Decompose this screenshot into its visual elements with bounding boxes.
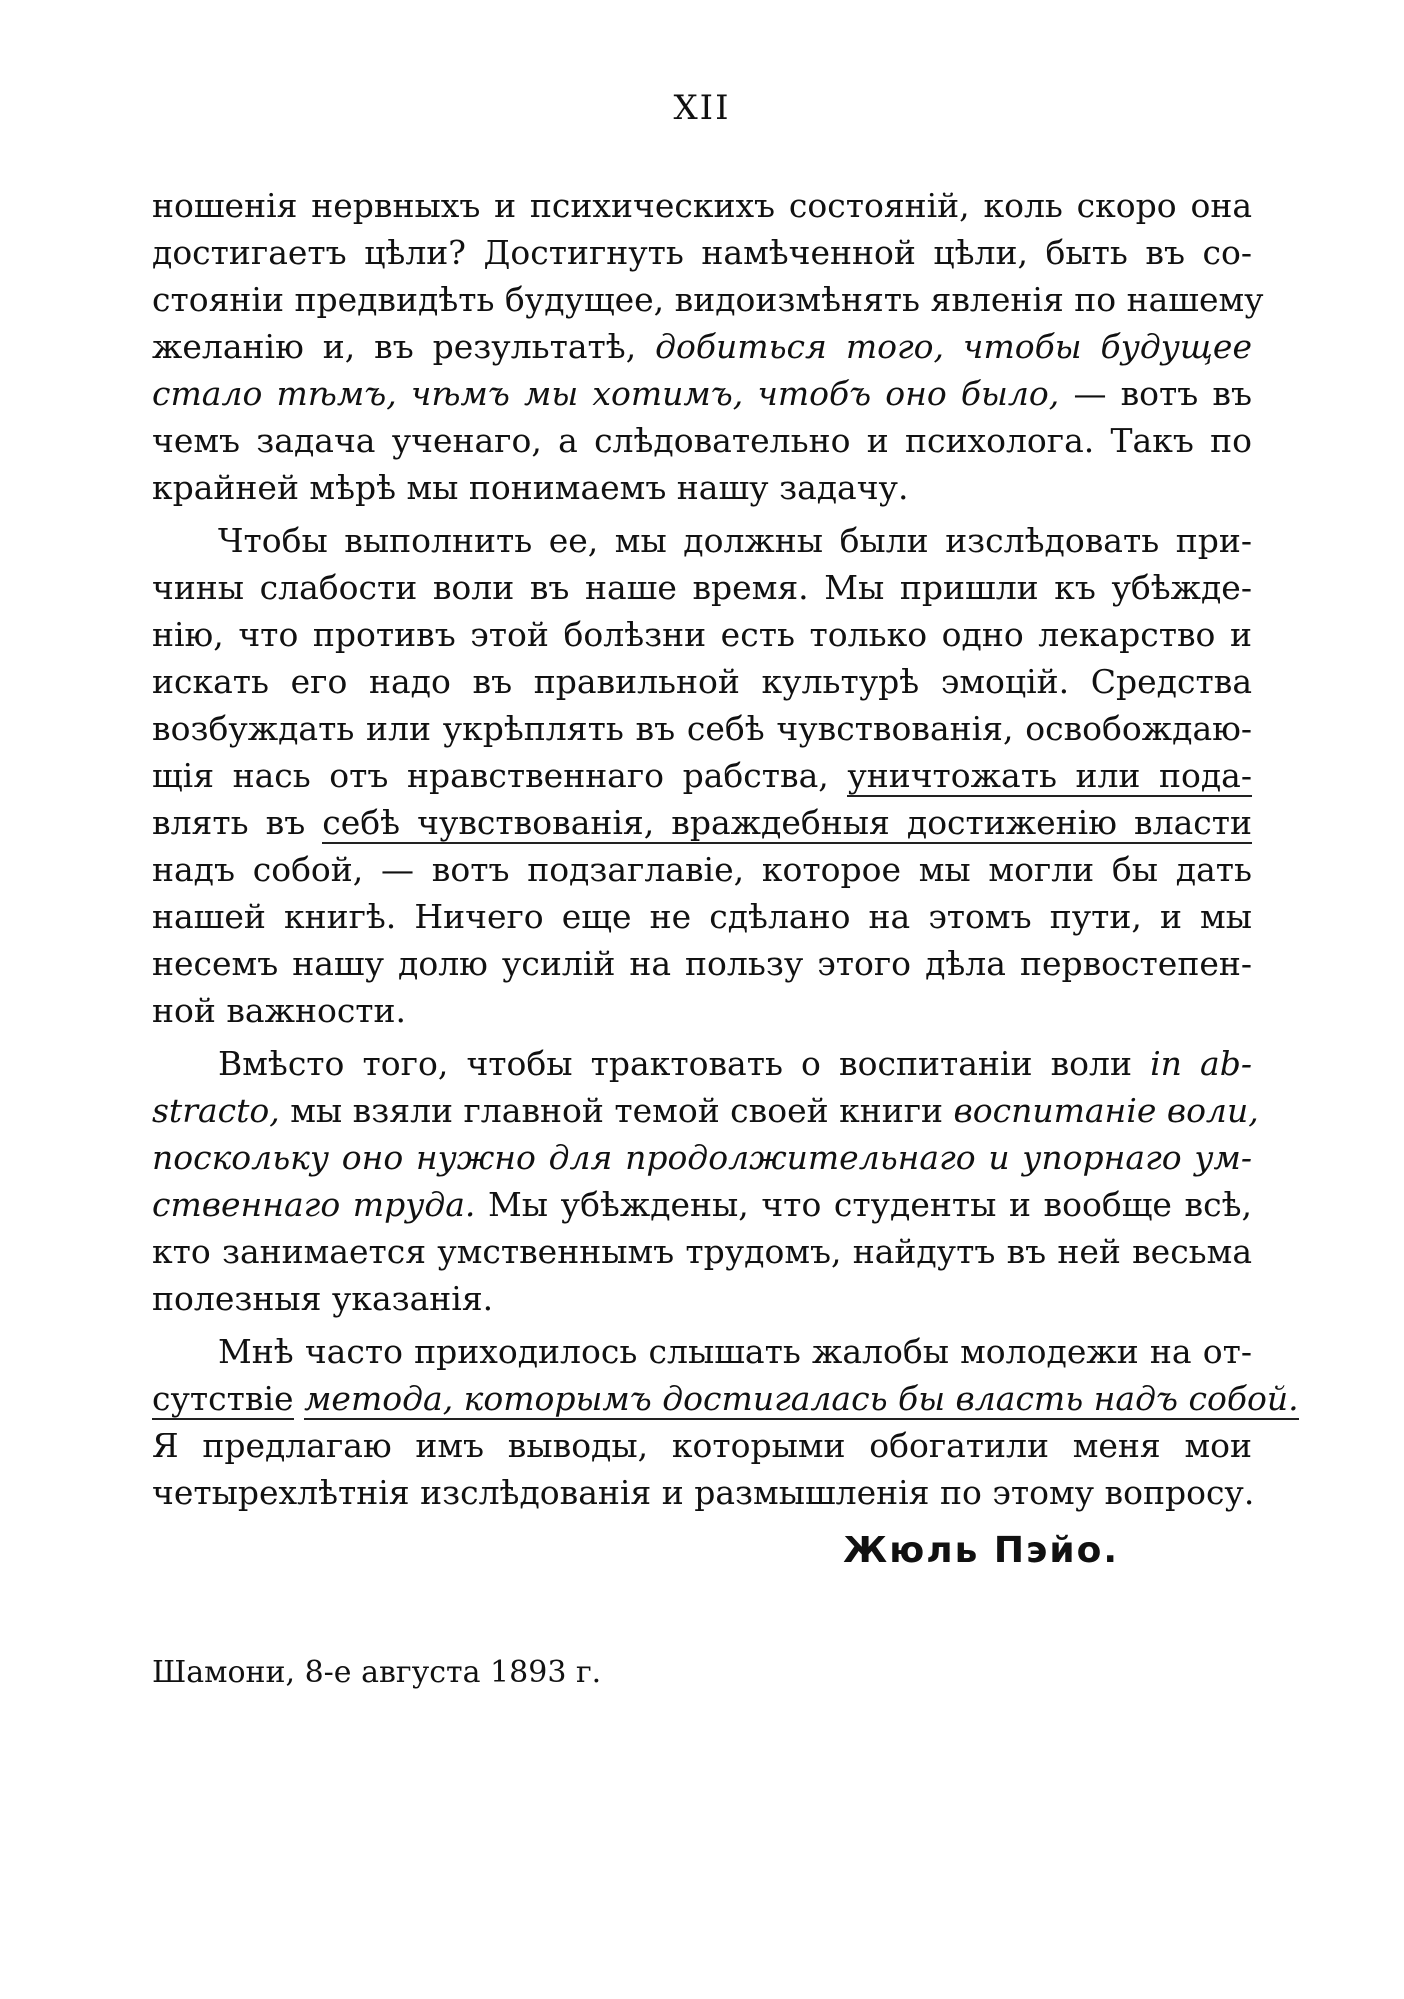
text-line: ношенія нервныхъ и психическихъ состояній, коль скоро она [152,186,1252,225]
text-line: полезныя указанія. [152,1279,494,1318]
underlined-italic-text: метода, которымъ достигалась бы власть надъ собой. [304,1379,1299,1418]
italic-text: воспитаніе воли, [953,1091,1259,1130]
italic-text: ственнаго труда. [152,1185,476,1224]
text-line: чины слабости воли въ наше время. Мы пришли къ убѣжде- [152,568,1252,607]
text-span: влять въ [152,803,306,842]
text-line: кто занимается умственнымъ трудомъ, найдутъ въ ней весьма [152,1232,1252,1271]
text-line [152,799,1252,846]
text-line: ной важности. [152,991,407,1030]
italic-text: in ab- [1150,1044,1253,1083]
text-line [152,1375,1299,1422]
text-line [152,1040,1252,1087]
text-line: крайней мѣрѣ мы понимаемъ нашу задачу. [152,468,909,507]
text-span: мы взяли главной темой своей книги [290,1091,944,1130]
text-span: Вмѣсто того, чтобы трактовать о воспитаніи воли [218,1044,1132,1083]
text-line [152,1087,1259,1134]
text-line: Мнѣ часто приходилось слышать жалобы молодежи на от- [218,1332,1252,1371]
text-span: щія нась отъ нравственнаго рабства, [152,756,829,795]
text-line: нашей книгѣ. Ничего еще не сдѣлано на этомъ пути, и мы [152,897,1252,936]
underlined-text: сутствіе [152,1379,294,1418]
text-line: Я предлагаю имъ выводы, которыми обогатили меня мои [152,1426,1252,1465]
text-span: — вотъ подзаглавіе, которое мы могли бы дать [381,850,1252,889]
underlined-text: себѣ чувствованія, враждебныя достиженію власти [322,803,1252,842]
text-line: несемъ нашу долю усилій на пользу этого дѣла первостепен- [152,944,1252,983]
text-span: — вотъ въ [1073,374,1252,413]
text-line: нію, что противъ этой болѣзни есть только одно лекарство и [152,615,1252,654]
page-number: XII [673,88,731,128]
paragraph-4 [152,1328,1299,1516]
italic-text: стало тѣмъ, чѣмъ мы хотимъ, чтобъ оно было, [152,374,1060,413]
italic-text: добиться того, чтобы будущее [655,327,1252,366]
text-span: желанію и, въ результатѣ, [152,327,637,366]
paragraph-1 [152,182,1264,511]
text-line [152,846,1252,893]
text-line [152,370,1252,417]
text-line: возбуждать или укрѣплять въ себѣ чувствованія, освобождаю- [152,709,1252,748]
text-line: искать его надо въ правильной культурѣ эмоцій. Средства [152,662,1252,701]
paragraph-3 [152,1040,1259,1322]
text-span: надъ собой, [152,850,364,889]
text-line [152,1181,1252,1228]
text-line [152,752,1252,799]
text-line: стояніи предвидѣть будущее, видоизмѣнять явленія по нашему [152,280,1264,319]
text-line: Чтобы выполнить ее, мы должны были изслѣдовать при- [218,521,1252,560]
text-span: Мы убѣждены, что студенты и вообще всѣ, [488,1185,1252,1224]
text-line: четырехлѣтнія изслѣдованія и размышленія по этому вопросу. [152,1473,1255,1512]
italic-text: stracto, [152,1091,280,1130]
author-signature: Жюль Пэйо. [843,1530,1119,1571]
dateline: Шамони, 8-е августа 1893 г. [152,1655,602,1690]
text-line: достигаетъ цѣли? Достигнуть намѣченной цѣли, быть въ со- [152,233,1252,272]
underlined-text: уничтожать или пода- [847,756,1252,795]
main-text [152,182,1299,1516]
paragraph-2 [152,517,1252,1034]
text-line [152,323,1252,370]
text-line: чемъ задача ученаго, а слѣдовательно и психолога. Такъ по [152,421,1252,460]
text-line: поскольку оно нужно для продолжительнаго и упорнаго ум- [152,1138,1252,1177]
